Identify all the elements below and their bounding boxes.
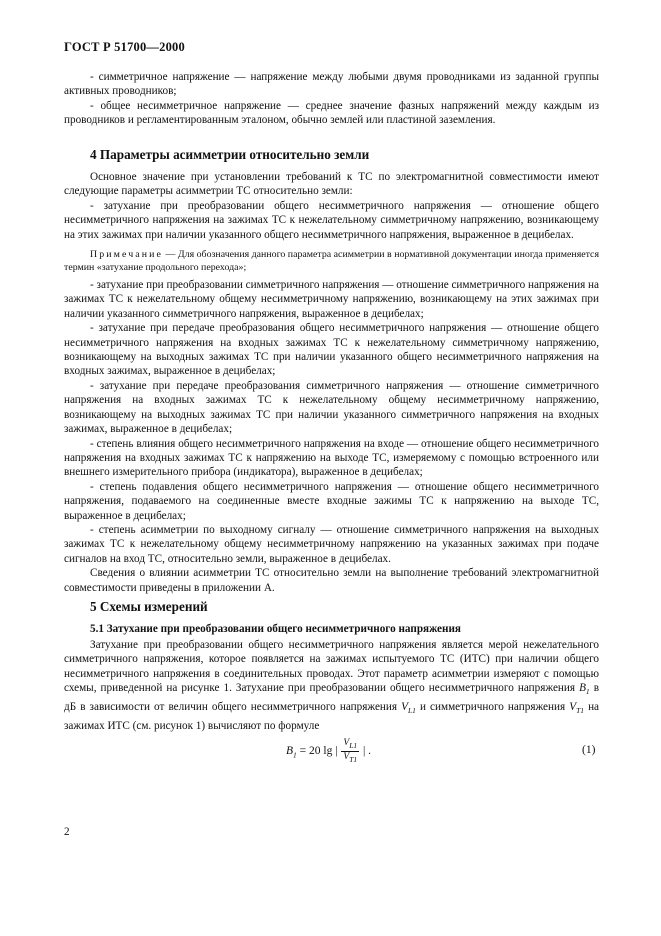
definitions-continuation (64, 70, 599, 128)
list-item: - затухание при преобразовании симметричного напряжения — отношение симметричного напряжения на зажимах ТС к нежелательному общему несимметричному напряжению, возникающему на этих зажимах при наличии указанного симметричного напряжения, выраженное в децибелах; (64, 279, 600, 320)
fraction-numerator (341, 738, 359, 752)
formula-subscript: L1 (349, 740, 358, 750)
equation-number: (1) (582, 744, 596, 756)
subsection-heading: 5.1 Затухание при преобразовании общего несимметричного напряжения (90, 623, 461, 635)
formula-symbol: V (343, 738, 350, 748)
formula-symbol: B (286, 745, 294, 758)
paragraph: - общее несимметричное напряжение — среднее значение фазных напряжений между каждым из проводников и регламентированным эталоном, обычно землей или пластиной заземления. (64, 99, 599, 127)
list-item: - затухание при преобразовании общего несимметричного напряжения — отношение общего несимметричного напряжения на зажимах ТС к нежелательному симметричному напряжению, возникающему на этих зажимах при наличии указанного общего несимметричного напряжения, выраженное в децибелах. (64, 199, 599, 241)
formula-tail: | . (360, 745, 372, 758)
document-header: ГОСТ Р 51700—2000 (64, 40, 185, 54)
symbol-subscript: 1 (585, 687, 590, 697)
list-item: - степень влияния общего несимметричного напряжения на входе — отношение общего несимметричного напряжения на входных зажимах ТС к напряжению на выходе ТС, измеряемому с помощью встроенного или внешнего измерительного прибора (индикатора), выраженное в децибелах; (64, 437, 599, 479)
list-item: - степень асимметрии по выходному сигналу — отношение симметричного напряжения на выходных зажимах ТС к нежелательному общему несимметричному напряжению на указанных зажимах при подаче сигналов на вход ТС, относительно земли, выраженное в децибелах. (64, 523, 599, 565)
symbol-vt1 (569, 700, 584, 716)
section-5-1-body (64, 638, 599, 733)
symbol-subscript: T1 (576, 706, 584, 716)
formula-lhs (286, 745, 297, 760)
symbol-vl1 (401, 700, 416, 716)
note (64, 248, 599, 274)
formula-expression (286, 738, 371, 765)
paragraph: - симметричное напряжение — напряжение между любыми двумя проводниками из заданной группы активных проводников; (64, 71, 599, 98)
list-item: - степень подавления общего несимметричного напряжения — отношение общего несимметричного напряжения, подаваемого на соединенные вместе входные зажимы ТС к напряжению на выходе ТС, выраженное в децибелах; (64, 480, 599, 522)
formula-fraction (341, 738, 359, 765)
formula-subscript: T1 (349, 754, 358, 764)
symbol-subscript: L1 (407, 706, 416, 716)
symbol-letter: B (579, 682, 586, 695)
fraction-denominator (341, 752, 359, 765)
paragraph: Основное значение при установлении требований к ТС по электромагнитной совместимости имеют следующие параметры асимметрии ТС относительно земли: (64, 171, 599, 198)
text-run: на зажимах ИТС (см. рисунок 1) вычисляют по формуле (64, 700, 600, 732)
symbol-b (579, 682, 590, 697)
note-text: — Для обозначения данного параметра асимметрии в нормативной документации иногда применяется термин «затухание продольного перехода»; (64, 249, 599, 274)
symbol-letter: V (569, 700, 577, 713)
formula-1 (0, 730, 661, 766)
formula-symbol: V (343, 751, 350, 762)
symbol-letter: V (401, 700, 408, 713)
formula-subscript: 1 (293, 750, 297, 760)
text-run: и симметричного напряжения (415, 700, 570, 713)
formula-operator: = 20 lg | (296, 745, 341, 758)
note-label: Примечание (90, 249, 164, 261)
paragraph: Сведения о влиянии асимметрии ТС относительно земли на выполнение требований электромагнитной совместимости приведены в приложении А. (64, 567, 599, 594)
list-item: - затухание при передаче преобразования общего несимметричного напряжения — отношение общего несимметричного напряжения на входных зажимах ТС к нежелательному симметричному напряжению, возникающему на выходных зажимах ТС при наличии указанного общего несимметричного напряжения на входных зажимах, выраженное в децибелах; (64, 322, 599, 378)
page-number: 2 (64, 826, 70, 838)
section-heading: 4 Параметры асимметрии относительно земли (90, 147, 370, 162)
text-run: Затухание при преобразовании общего несимметричного напряжения является мерой нежелательного симметричного напряжения, которое появляется на зажимах испытуемого ТС (ИТС) при наличии общего несимметричного напряжения в соединительных проводах. Этот параметр асимметрии измеряют с помощью схемы, приведенной на рисунке 1. Затухание при преобразовании общего несимметричного напряжения (64, 639, 599, 695)
list-item: - затухание при передаче преобразования симметричного напряжения — отношение симметричного напряжения на входных зажимах ТС к нежелательному общему несимметричному напряжению, возникающему на выходных зажимах ТС при наличии указанного симметричного напряжения на входных зажимах, выраженное в децибелах; (64, 379, 599, 436)
paragraph (64, 638, 599, 733)
text-run: в дБ в зависимости от величин общего несимметричного напряжения (64, 682, 599, 713)
section-4-body (64, 170, 599, 595)
section-heading: 5 Схемы измерений (90, 599, 208, 614)
